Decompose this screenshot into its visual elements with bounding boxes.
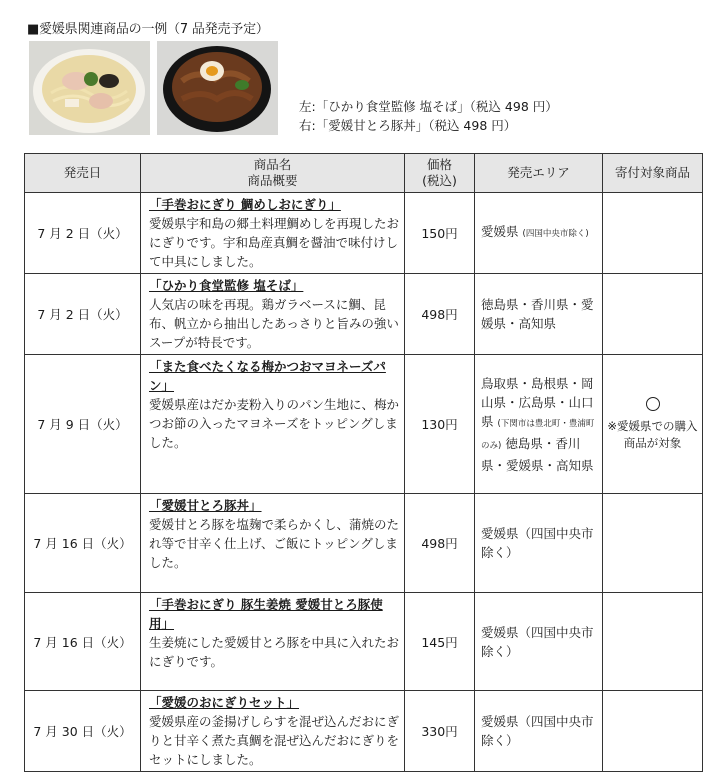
area-text: 愛媛県（四国中央市除く） bbox=[481, 714, 594, 748]
sales-area bbox=[475, 494, 603, 593]
sales-area bbox=[475, 193, 603, 274]
product-desc: 人気店の味を再現。鶏ガラベースに鯛、昆布、帆立から抽出したあっさりと旨みの強いスープが特長です。 bbox=[149, 297, 399, 350]
price: 150円 bbox=[405, 193, 475, 274]
price: 498円 bbox=[405, 274, 475, 355]
pork-bowl-photo bbox=[157, 41, 278, 135]
product-cell bbox=[141, 494, 405, 593]
header-product bbox=[141, 154, 405, 193]
product-desc: 愛媛甘とろ豚を塩麹で柔らかくし、蒲焼のたれ等で甘辛く仕上げ、ご飯にトッピングしました。 bbox=[149, 517, 400, 570]
product-name: 「手巻おにぎり 豚生姜焼 愛媛甘とろ豚使用」 bbox=[149, 597, 383, 631]
header-donation: 寄付対象商品 bbox=[603, 154, 703, 193]
product-desc: 愛媛県産の釜揚げしらすを混ぜ込んだおにぎりと甘辛く煮た真鯛を混ぜ込んだおにぎりをセットにしました。 bbox=[149, 714, 400, 767]
release-date: 7 月 16 日（火） bbox=[25, 494, 141, 593]
area-note: (四国中央市除く) bbox=[522, 229, 589, 239]
product-desc: 生姜焼にした愛媛甘とろ豚を中具に入れたおにぎりです。 bbox=[149, 635, 400, 669]
table-row bbox=[25, 355, 703, 494]
header-product-title: 商品名 bbox=[253, 157, 292, 172]
photo-captions bbox=[299, 97, 558, 135]
area-text: 鳥取県・島根県・岡山県・広島県・山口県 bbox=[481, 375, 594, 429]
sales-area bbox=[475, 355, 603, 494]
sales-area bbox=[475, 691, 603, 772]
area-text: 徳島県・香川県・愛媛県・高知県 bbox=[481, 297, 594, 331]
donation-cell bbox=[603, 274, 703, 355]
product-cell bbox=[141, 274, 405, 355]
product-name: 「手巻おにぎり 鯛めしおにぎり」 bbox=[149, 197, 341, 212]
donation-cell bbox=[603, 355, 703, 494]
table-row bbox=[25, 593, 703, 691]
caption-right: 右:「愛媛甘とろ豚丼」（税込 498 円） bbox=[299, 118, 517, 133]
product-cell bbox=[141, 355, 405, 494]
product-name: 「また食べたくなる梅かつおマヨネーズパン」 bbox=[149, 359, 386, 393]
release-date: 7 月 2 日（火） bbox=[25, 193, 141, 274]
donation-mark-wrap bbox=[607, 397, 698, 418]
header-price-sub: (税込) bbox=[422, 173, 457, 188]
price: 145円 bbox=[405, 593, 475, 691]
product-name: 「愛媛甘とろ豚丼」 bbox=[149, 498, 262, 513]
caption-left: 左:「ひかり食堂監修 塩そば」（税込 498 円） bbox=[299, 99, 558, 114]
area-text: 愛媛県 bbox=[481, 224, 519, 239]
donation-cell bbox=[603, 593, 703, 691]
header-area: 発売エリア bbox=[475, 154, 603, 193]
table-row bbox=[25, 193, 703, 274]
product-cell bbox=[141, 691, 405, 772]
table-row bbox=[25, 274, 703, 355]
product-cell bbox=[141, 193, 405, 274]
product-cell bbox=[141, 593, 405, 691]
area-text: 愛媛県（四国中央市除く） bbox=[481, 624, 594, 659]
header-product-sub: 商品概要 bbox=[247, 173, 298, 188]
price: 130円 bbox=[405, 355, 475, 494]
price: 498円 bbox=[405, 494, 475, 593]
area-note: (下関市は豊北町・豊浦町のみ) bbox=[481, 418, 595, 451]
header-price bbox=[405, 154, 475, 193]
table-row bbox=[25, 691, 703, 772]
release-date: 7 月 9 日（火） bbox=[25, 355, 141, 494]
donation-circle-icon bbox=[646, 397, 660, 411]
price: 330円 bbox=[405, 691, 475, 772]
salt-ramen-photo bbox=[29, 41, 150, 135]
donation-note: ※愛媛県での購入商品が対象 bbox=[607, 418, 698, 450]
release-date: 7 月 2 日（火） bbox=[25, 274, 141, 355]
product-table bbox=[24, 153, 703, 772]
product-desc: 愛媛県産はだか麦粉入りのパン生地に、梅かつお節の入ったマヨネーズをトッピングしました。 bbox=[149, 397, 400, 450]
table-row bbox=[25, 494, 703, 593]
donation-cell bbox=[603, 494, 703, 593]
product-name: 「愛媛のおにぎりセット」 bbox=[149, 695, 300, 710]
header-price-title: 価格 bbox=[426, 157, 452, 172]
table-header-row bbox=[25, 154, 703, 193]
sales-area bbox=[475, 593, 603, 691]
area-text: 愛媛県（四国中央市除く） bbox=[481, 526, 594, 560]
header-date: 発売日 bbox=[25, 154, 141, 193]
donation-cell bbox=[603, 193, 703, 274]
product-name: 「ひかり食堂監修 塩そば」 bbox=[149, 278, 304, 293]
release-date: 7 月 16 日（火） bbox=[25, 593, 141, 691]
area-text-tail: 徳島県・香川県・愛媛県・高知県 bbox=[481, 435, 594, 473]
product-desc: 愛媛県宇和島の郷土料理鯛めしを再現したおにぎりです。宇和島産真鯛を醤油で味付けして中具にしました。 bbox=[149, 216, 400, 269]
release-date: 7 月 30 日（火） bbox=[25, 691, 141, 772]
donation-cell bbox=[603, 691, 703, 772]
sales-area bbox=[475, 274, 603, 355]
section-heading: ■愛媛県関連商品の一例（7 品発売予定） bbox=[27, 22, 269, 37]
